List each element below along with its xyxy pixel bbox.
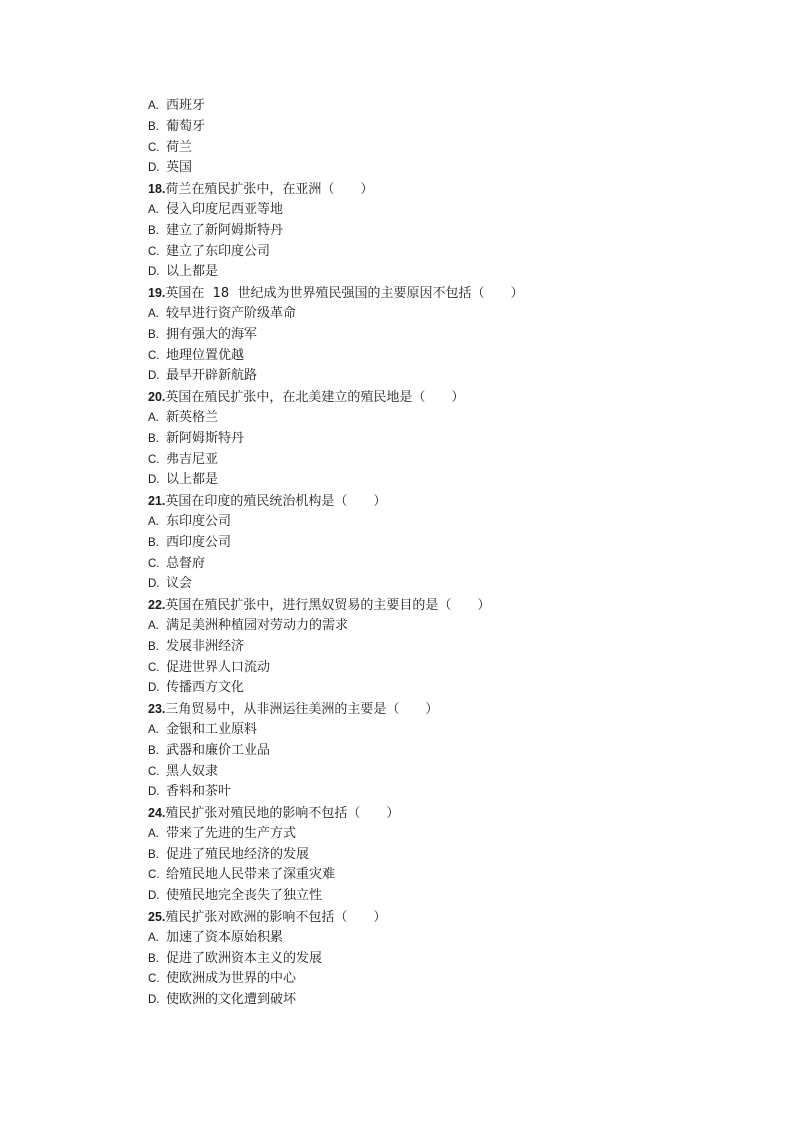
option-letter: A. [148,100,159,112]
option-letter: A. [148,827,159,840]
option-line [148,117,708,138]
question-number: 18. [148,182,166,197]
option-letter: B. [148,640,159,653]
option-line [148,637,708,658]
option-letter: D. [148,474,160,487]
option-letter: C. [148,141,160,154]
option-text: 建立了新阿姆斯特丹 [166,222,284,238]
question-number: 19. [148,286,166,301]
option-text: 弗吉尼亚 [166,451,219,467]
option-line [148,470,708,491]
option-text: 东印度公司 [166,513,232,529]
option-letter: C. [148,869,160,882]
option-line [148,720,708,741]
option-letter: B. [148,952,159,965]
option-letter: C. [148,973,160,986]
option-text: 新阿姆斯特丹 [166,430,245,446]
option-line [148,554,708,575]
option-text: 使欧洲的文化遭到破坏 [166,992,297,1008]
option-letter: C. [148,557,160,570]
option-line [148,366,708,387]
option-text: 武器和廉价工业品 [166,742,271,758]
option-letter: B. [148,432,159,445]
option-text: 荷兰 [166,139,193,155]
option-line [148,450,708,471]
option-text: 促进了殖民地经济的发展 [166,846,310,862]
option-letter: B. [148,224,159,237]
option-line [148,533,708,554]
option-line [148,616,708,637]
option-line [148,346,708,367]
option-line [148,990,708,1011]
option-letter: C. [148,765,160,778]
question-number: 22. [148,598,166,613]
question-text: 英国在殖民扩张中，进行黑奴贸易的主要目的是（ ） [165,598,491,614]
option-line [148,408,708,429]
question-text: 殖民扩张对欧洲的影响不包括（ ） [165,910,387,926]
option-letter: A. [148,307,159,320]
option-line [148,574,708,595]
option-letter: A. [148,411,159,424]
question-text: 荷兰在殖民扩张中，在亚洲（ ） [165,182,374,198]
option-text: 建立了东印度公司 [166,243,271,259]
option-letter: A. [148,723,159,736]
option-letter: D. [148,994,160,1007]
option-text: 以上都是 [166,264,219,280]
option-letter: D. [148,890,160,903]
question-number: 24. [148,806,166,821]
option-text: 传播西方文化 [166,680,245,696]
question-number: 23. [148,702,166,717]
option-text: 侵入印度尼西亚等地 [166,201,284,217]
question-24 [148,803,708,824]
option-line [148,158,708,179]
option-letter: D. [148,786,160,799]
option-line [148,658,708,679]
option-letter: A. [148,619,159,632]
option-text: 使殖民地完全丧失了独立性 [166,888,323,904]
option-line [148,262,708,283]
option-letter: D. [148,370,160,383]
question-number: 21. [148,494,166,509]
option-text: 给殖民地人民带来了深重灾难 [166,867,336,883]
question-18 [148,179,708,200]
option-line [148,512,708,533]
option-text: 带来了先进的生产方式 [166,825,297,841]
option-letter: C. [148,661,160,674]
option-text: 满足美洲种植园对劳动力的需求 [166,617,349,633]
option-text: 新英格兰 [166,409,219,425]
option-text: 拥有强大的海军 [166,326,258,342]
option-letter: A. [148,203,159,216]
option-text: 促进世界人口流动 [166,659,271,675]
option-letter: D. [148,266,160,279]
option-letter: C. [148,245,160,258]
option-text: 西班牙 [166,98,206,113]
option-line [148,928,708,949]
option-line [148,782,708,803]
question-text: 三角贸易中，从非洲运往美洲的主要是（ ） [165,702,439,718]
option-line [148,678,708,699]
question-21 [148,491,708,512]
option-line [148,221,708,242]
option-line [148,325,708,346]
question-number: 20. [148,390,166,405]
option-line [148,969,708,990]
option-text: 促进了欧洲资本主义的发展 [166,950,323,966]
option-text: 黑人奴隶 [166,763,219,779]
option-line [148,429,708,450]
option-text: 总督府 [166,555,206,571]
option-letter: B. [148,120,159,133]
option-line [148,741,708,762]
option-letter: B. [148,328,159,341]
question-22 [148,595,708,616]
question-text: 殖民扩张对殖民地的影响不包括（ ） [165,806,400,822]
option-letter: B. [148,744,159,757]
option-text: 葡萄牙 [166,118,206,134]
option-letter: D. [148,682,160,695]
option-text: 英国 [166,160,193,176]
option-line [148,824,708,845]
option-text: 西印度公司 [166,534,232,550]
question-text: 英国在 18 世纪成为世界殖民强国的主要原因不包括（ ） [165,286,524,302]
question-number: 25. [148,910,166,925]
option-line [148,96,708,117]
question-text: 英国在殖民扩张中，在北美建立的殖民地是（ ） [165,390,465,406]
option-letter: A. [148,931,159,944]
option-letter: B. [148,536,159,549]
option-text: 较早进行资产阶级革命 [166,305,297,321]
option-line [148,200,708,221]
question-20 [148,387,708,408]
option-line [148,949,708,970]
option-line [148,762,708,783]
option-text: 香料和茶叶 [166,784,232,800]
option-line [148,138,708,159]
option-line [148,886,708,907]
option-text: 最早开辟新航路 [166,368,258,384]
option-text: 使欧洲成为世界的中心 [166,971,297,987]
option-line [148,304,708,325]
option-letter: D. [148,578,160,591]
option-text: 加速了资本原始积累 [166,929,284,945]
question-text: 英国在印度的殖民统治机构是（ ） [165,494,387,510]
option-text: 议会 [166,576,193,592]
option-text: 地理位置优越 [166,347,245,363]
option-letter: D. [148,162,160,175]
option-text: 发展非洲经济 [166,638,245,654]
option-letter: A. [148,515,159,528]
option-line [148,242,708,263]
question-list [148,96,708,1011]
question-19 [148,283,708,304]
option-letter: B. [148,848,159,861]
option-letter: C. [148,453,160,466]
question-23 [148,699,708,720]
option-text: 以上都是 [166,472,219,488]
option-line [148,865,708,886]
option-text: 金银和工业原料 [166,721,258,737]
option-line [148,845,708,866]
option-letter: C. [148,349,160,362]
question-25 [148,907,708,928]
